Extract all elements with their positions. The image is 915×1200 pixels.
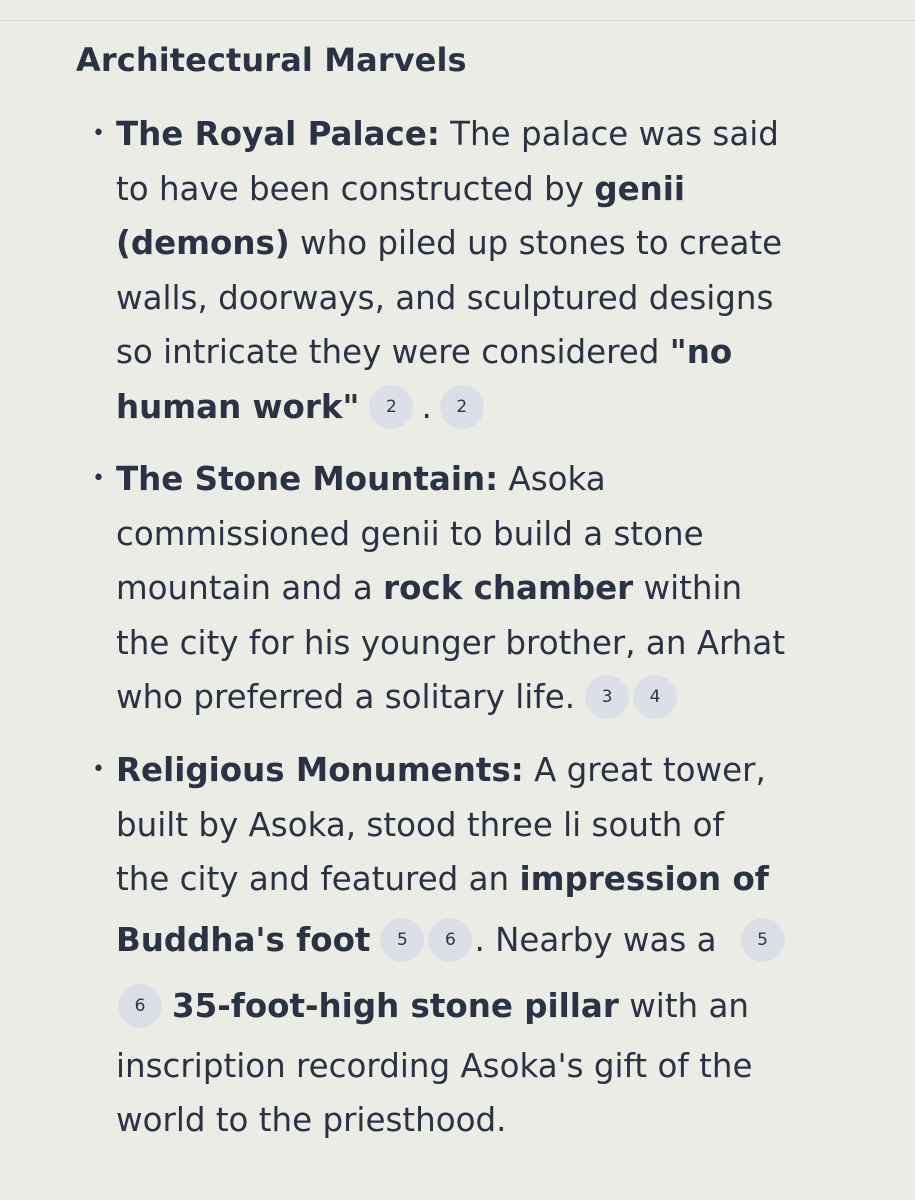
citation-chip[interactable]: 4 [633, 675, 677, 719]
bullet-icon: • [92, 121, 105, 146]
emphasis: genii [594, 169, 686, 208]
citation-chip[interactable]: 2 [369, 385, 413, 429]
emphasis: Buddha's foot [116, 920, 371, 959]
bullet-icon: • [92, 466, 105, 491]
text-line: inscription recording Asoka's gift of the [116, 1046, 753, 1085]
item-title: The Stone Mountain: [116, 460, 499, 498]
citation-chip[interactable]: 2 [440, 385, 484, 429]
emphasis: impression of [519, 860, 769, 898]
emphasis: 35-foot-high stone pillar [172, 986, 619, 1025]
text-line: Buddha's foot 5 6 . Nearby was a 5 [116, 907, 856, 973]
item-title: The Royal Palace: [116, 115, 440, 153]
text-line: the city for his younger brother, an Arhat [116, 623, 786, 662]
text-line: The Stone Mountain: Asoka [116, 460, 606, 498]
emphasis: (demons) [116, 224, 290, 262]
citation-chip[interactable]: 5 [741, 918, 785, 962]
emphasis: rock chamber [383, 569, 634, 607]
text-line: commissioned genii to build a stone [116, 514, 704, 553]
text-line: who preferred a solitary life. 3 4 [116, 670, 856, 725]
text-line: (demons) who piled up stones to create [116, 224, 783, 262]
bullet-icon: • [92, 757, 105, 782]
text-line: walls, doorways, and sculptured designs [116, 278, 774, 317]
text-line: mountain and a rock chamber within [116, 569, 743, 607]
text-line: the city and featured an impression of [116, 860, 769, 898]
text-line: Religious Monuments: A great tower, [116, 751, 766, 789]
text-line: built by Asoka, stood three li south of [116, 805, 724, 844]
emphasis: human work" [116, 387, 360, 426]
citation-chip[interactable]: 3 [585, 675, 629, 719]
section-heading: Architectural Marvels [76, 41, 467, 79]
list-item-religious-monuments [92, 743, 856, 1148]
top-divider [0, 20, 915, 21]
citation-chip[interactable]: 6 [428, 918, 472, 962]
citation-chip[interactable]: 5 [380, 918, 424, 962]
item-title: Religious Monuments: [116, 751, 524, 789]
emphasis: "no [669, 333, 733, 371]
citation-chip[interactable]: 6 [118, 984, 162, 1028]
list-item-stone-mountain [92, 452, 856, 725]
text-line: human work" 2 . 2 [116, 380, 856, 435]
text-line: so intricate they were considered "no [116, 333, 733, 371]
text-line: to have been constructed by genii [116, 169, 686, 208]
text-line: world to the priesthood. [116, 1101, 507, 1139]
text-line: 6 35-foot-high stone pillar with an [116, 973, 856, 1039]
list-item-royal-palace [92, 107, 856, 434]
text-line: The Royal Palace: The palace was said [116, 115, 779, 153]
